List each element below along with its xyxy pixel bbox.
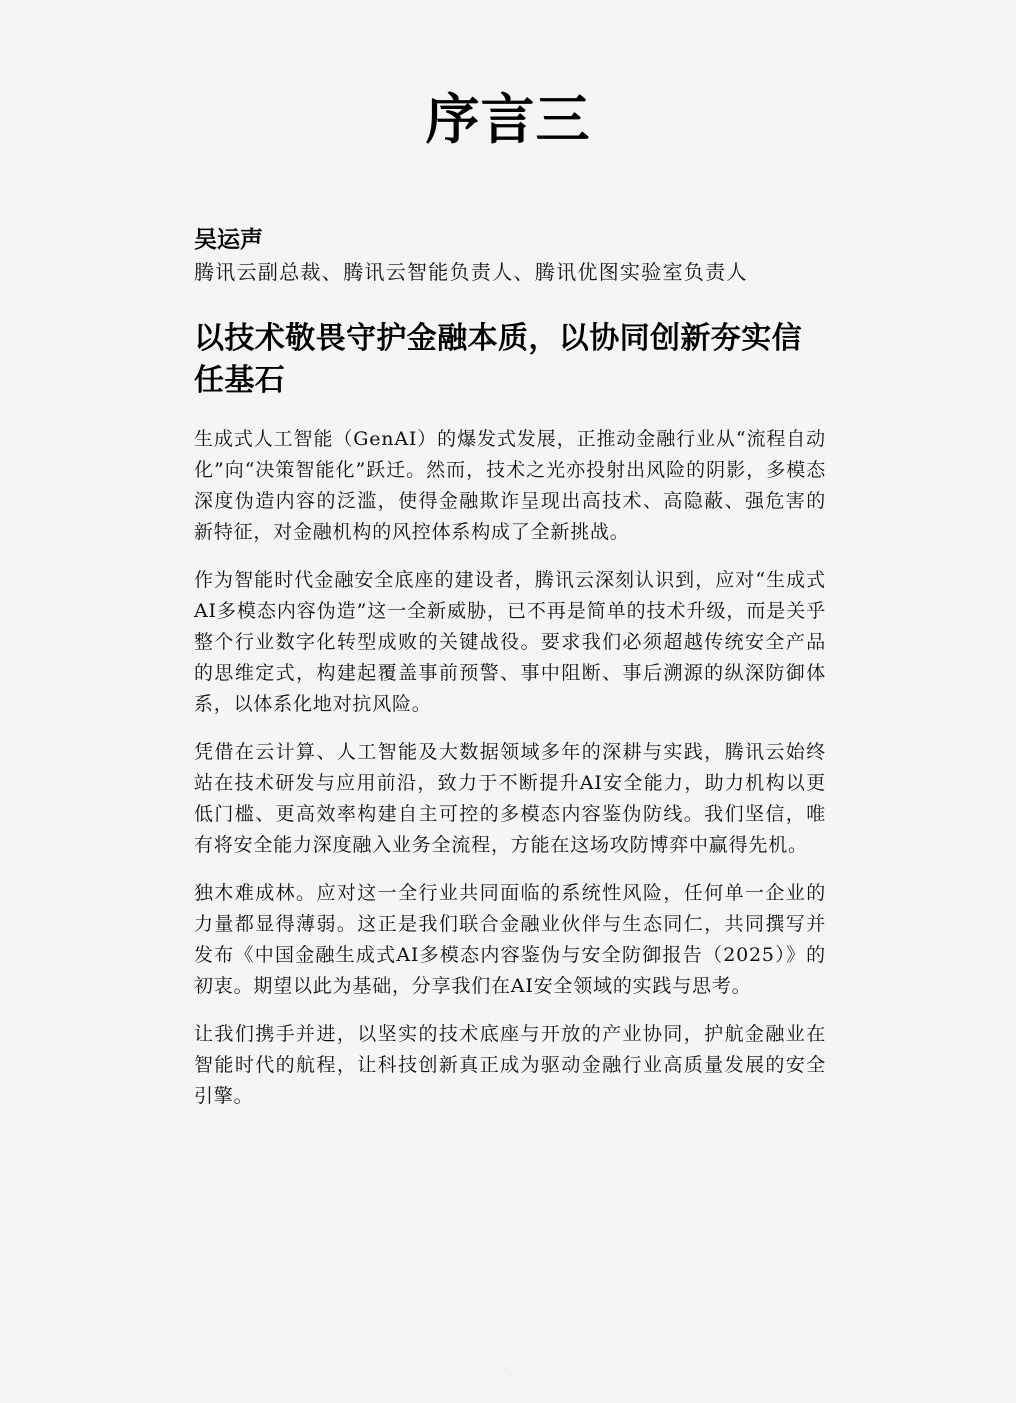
paragraph-1: 生成式人工智能（GenAI）的爆发式发展，正推动金融行业从“流程自动化”向“决策智能化”跃迁。然而，技术之光亦投射出风险的阴影，多模态深度伪造内容的泛滥，使得金融欺诈呈现出高技术、高隐蔽、强危害的新特征，对金融机构的风控体系构成了全新挑战。: [194, 428, 826, 543]
author-name: 吴运声: [194, 227, 263, 253]
paragraph-3: 凭借在云计算、人工智能及大数据领域多年的深耕与实践，腾讯云始终站在技术研发与应用前沿，致力于不断提升AI安全能力，助力机构以更低门槛、更高效率构建自主可控的多模态内容鉴伪防线。我们坚信，唯有将安全能力深度融入业务全流程，方能在这场攻防博弈中赢得先机。: [194, 741, 826, 856]
page-title: 序言三: [425, 88, 591, 151]
preface-content: [194, 224, 826, 1129]
paragraph-5: 让我们携手并进，以坚实的技术底座与开放的产业协同，护航金融业在智能时代的航程，让科技创新真正成为驱动金融行业高质量发展的安全引擎。: [194, 1023, 826, 1107]
paragraph-2: 作为智能时代金融安全底座的建设者，腾讯云深刻认识到，应对“生成式AI多模态内容伪造”这一全新威胁，已不再是简单的技术升级，而是关乎整个行业数字化转型成败的关键战役。要求我们必须超越传统安全产品的思维定式，构建起覆盖事前预警、事中阻断、事后溯源的纵深防御体系，以体系化地对抗风险。: [194, 569, 826, 715]
body-text: [194, 424, 826, 1112]
page-number: 5: [503, 1366, 513, 1381]
section-heading: 以技术敬畏守护金融本质，以协同创新夯实信任基石: [194, 321, 802, 398]
author-title: 腾讯云副总裁、腾讯云智能负责人、腾讯优图实验室负责人: [194, 260, 748, 284]
paragraph-4: 独木难成林。应对这一全行业共同面临的系统性风险，任何单一企业的力量都显得薄弱。这正是我们联合金融业伙伴与生态同仁，共同撰写并发布《中国金融生成式AI多模态内容鉴伪与安全防御报告（2025）》的初衷。期望以此为基础，分享我们在AI安全领域的实践与思考。: [194, 882, 826, 997]
